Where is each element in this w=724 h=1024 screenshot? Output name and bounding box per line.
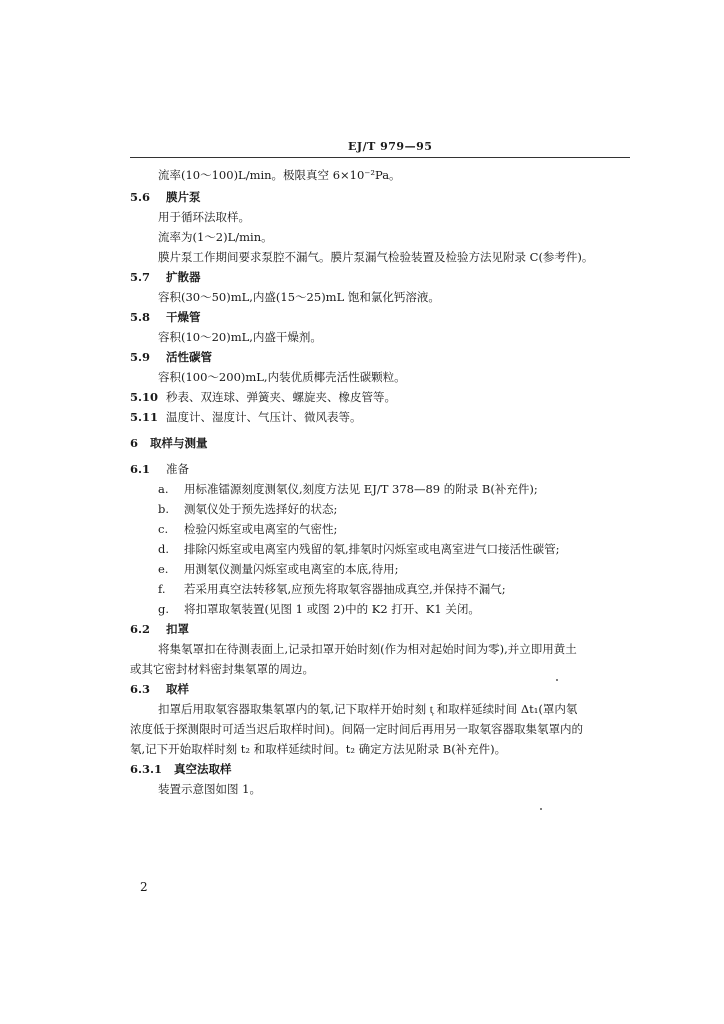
text-line: 装置示意图如图 1。 [158,782,261,796]
section-title: 真空法取样 [174,762,232,776]
list-item: 检验闪烁室或电离室的气密性; [184,522,338,536]
scan-speck [540,808,542,810]
list-marker: g. [158,602,170,616]
section-number: 5.8 [130,310,151,324]
chapter-number: 6 [130,436,139,450]
list-marker: f. [158,582,166,596]
text-line: 氡,记下开始取样时刻 t₂ 和取样延续时间。t₂ 确定方法见附录 B(补充件)。 [130,742,507,756]
section-title: 准备 [166,462,189,476]
page-number: 2 [140,880,148,894]
section-number: 5.6 [130,190,151,204]
list-item: 用标准镭源刻度测氡仪,刻度方法见 EJ/T 378—89 的附录 B(补充件); [184,482,538,496]
chapter-title: 取样与测量 [150,436,208,450]
list-item: 用测氡仪测量闪烁室或电离室的本底,待用; [184,562,399,576]
section-title: 扣罩 [166,622,189,636]
section-number: 6.1 [130,462,151,476]
list-marker: a. [158,482,169,496]
text-line: 膜片泵工作期间要求泵腔不漏气。膜片泵漏气检验装置及检验方法见附录 C(参考件)。 [158,250,594,264]
text-line: 秒表、双连球、弹簧夹、螺旋夹、橡皮管等。 [166,390,396,404]
list-item: 测氡仪处于预先选择好的状态; [184,502,338,516]
section-number: 5.11 [130,410,159,424]
list-marker: c. [158,522,169,536]
text-line: 流率为(1～2)L/min。 [158,230,273,244]
text-line: 容积(10～20)mL,内盛干燥剂。 [158,330,322,344]
section-title: 取样 [166,682,189,696]
section-title: 膜片泵 [166,190,201,204]
text-line: 或其它密封材料密封集氡罩的周边。 [130,662,314,676]
section-number: 5.7 [130,270,151,284]
text-line: 将集氡罩扣在待测表面上,记录扣罩开始时刻(作为相对起始时间为零),并立即用黄土 [158,642,577,656]
section-number: 5.9 [130,350,151,364]
standard-code-header: EJ/T 979—95 [348,140,433,153]
text-line: 容积(100～200)mL,内装优质椰壳活性碳颗粒。 [158,370,406,384]
section-title: 活性碳管 [166,350,212,364]
text-line: 用于循环法取样。 [158,210,250,224]
text-line: 容积(30～50)mL,内盛(15～25)mL 饱和氯化钙溶液。 [158,290,440,304]
scan-speck [556,679,558,681]
list-marker: b. [158,502,170,516]
list-item: 若采用真空法转移氡,应预先将取氡容器抽成真空,并保持不漏气; [184,582,506,596]
text-line: 浓度低于探测限时可适当迟后取样时间)。间隔一定时间后再用另一取氡容器取集氡罩内的 [130,722,583,736]
section-number: 6.3 [130,682,151,696]
text-line: 扣罩后用取氡容器取集氡罩内的氡,记下取样开始时刻 t᷊ 和取样延续时间 Δt₁(罩内氡 [158,702,578,716]
text-line: 温度计、湿度计、气压计、微风表等。 [166,410,362,424]
list-item: 排除闪烁室或电离室内残留的氡,排氡时闪烁室或电离室进气口接活性碳管; [184,542,560,556]
section-number: 5.10 [130,390,159,404]
list-marker: d. [158,542,170,556]
text-line: 流率(10～100)L/min。极限真空 6×10⁻²Pa。 [158,168,401,182]
section-number: 6.3.1 [130,762,163,776]
list-item: 将扣罩取氡装置(见图 1 或图 2)中的 K2 打开、K1 关闭。 [184,602,480,616]
header-rule [130,157,630,158]
list-marker: e. [158,562,169,576]
section-number: 6.2 [130,622,151,636]
section-title: 干燥管 [166,310,201,324]
section-title: 扩散器 [166,270,201,284]
